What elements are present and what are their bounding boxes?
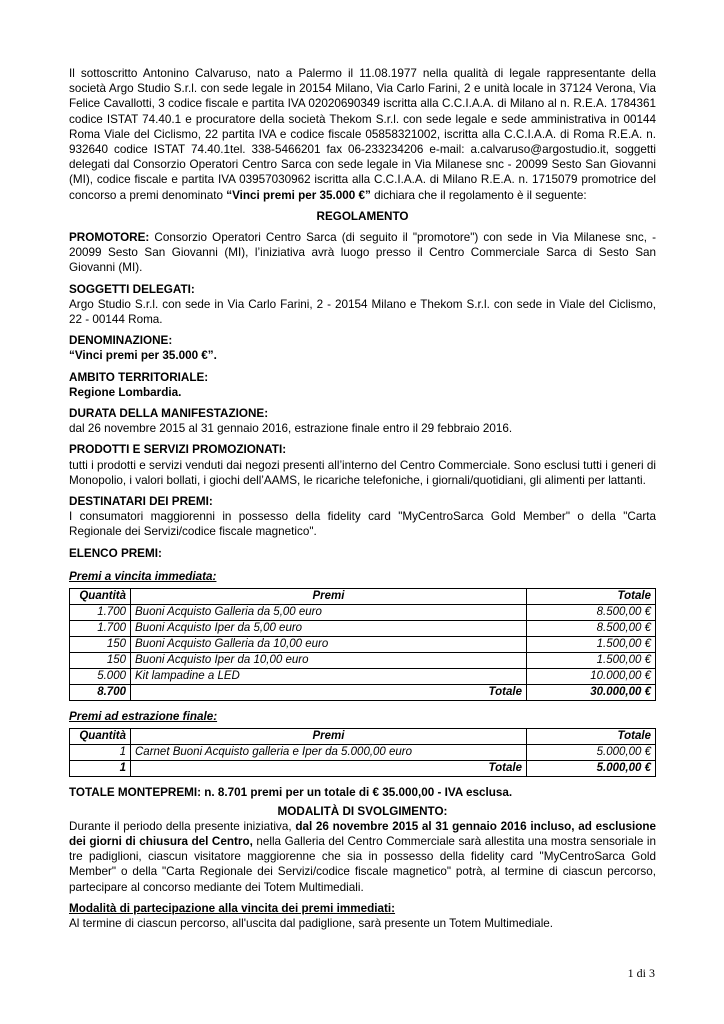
- col-header-totale: Totale: [527, 589, 656, 605]
- prodotti-text: tutti i prodotti e servizi venduti dai negozi presenti all’interno del Centro Commerciale. Sono esclusi tutti i generi di Monopolio, i valori bollati, i giochi dell’AAMS, le ricariche telefoniche, i giornali/quotidiani, gli alimenti per lattanti.: [69, 458, 656, 487]
- destinatari-label: DESTINATARI DEI PREMI:: [69, 495, 213, 509]
- elenco-premi-label: ELENCO PREMI:: [69, 546, 162, 560]
- document-page: [69, 66, 656, 931]
- contest-name: “Vinci premi per 35.000 €”: [226, 188, 371, 202]
- table-row: 1 Carnet Buoni Acquisto galleria e Iper da 5.000,00 euro 5.000,00 €: [70, 745, 656, 761]
- table-header-row: [70, 589, 656, 605]
- table-header-row: [70, 729, 656, 745]
- table-row: 5.000 Kit lampadine a LED 10.000,00 €: [70, 669, 656, 685]
- destinatari-text: I consumatori maggiorenni in possesso della fidelity card "MyCentroSarca Gold Member" o della "Carta Regionale dei Servizi/codice fiscale magnetico".: [69, 510, 656, 539]
- partecipazione-label: Modalità di partecipazione alla vincita dei premi immediati:: [69, 901, 396, 915]
- page-number: 1 di 3: [627, 966, 655, 980]
- soggetti-text: Argo Studio S.r.l. con sede in Via Carlo Farini, 2 - 20154 Milano e Thekom S.r.l. con sede in Viale del Ciclismo, 22 - 00144 Roma.: [69, 297, 656, 327]
- table-row: 1.700 Buoni Acquisto Galleria da 5,00 euro 8.500,00 €: [70, 605, 656, 621]
- modalita-title: MODALITÀ DI SVOLGIMENTO:: [277, 804, 448, 818]
- soggetti-label: SOGGETTI DELEGATI:: [69, 282, 195, 296]
- durata-label: DURATA DELLA MANIFESTAZIONE:: [69, 407, 269, 421]
- immediate-prizes-table: [69, 588, 656, 701]
- table-total-row: 8.700 Totale 30.000,00 €: [70, 685, 656, 701]
- denominazione-label: DENOMINAZIONE:: [69, 334, 173, 348]
- table1-caption: Premi a vincita immediata:: [69, 569, 217, 583]
- table-row: 150 Buoni Acquisto Iper da 10,00 euro 1.500,00 €: [70, 653, 656, 669]
- col-header-quantita: Quantità: [70, 589, 131, 605]
- final-draw-prizes-table: [69, 728, 656, 777]
- table-total-row: 1 Totale 5.000,00 €: [70, 761, 656, 777]
- totale-montepremi: TOTALE MONTEPREMI: n. 8.701 premi per un totale di € 35.000,00 - IVA esclusa.: [69, 786, 513, 800]
- table-row: 150 Buoni Acquisto Galleria da 10,00 euro 1.500,00 €: [70, 637, 656, 653]
- durata-text: dal 26 novembre 2015 al 31 gennaio 2016, estrazione finale entro il 29 febbraio 2016.: [69, 422, 513, 436]
- modalita-text: Durante il periodo della presente iniziativa, dal 26 novembre 2015 al 31 gennaio 2016 incluso, ad esclusione dei giorni di chiusura del Centro, nella Galleria del Centro Commerciale sarà allestita una mostra sensoriale in tre padiglioni, ciascun visitatore maggiorenne che sia in possesso della fidelity card "MyCentroSarca Gold Member" o della "Carta Regionale dei Servizi/codice fiscale magnetico" potrà, al termine di ciascun percorso, partecipare al concorso mediante dei Totem Multimediali.: [69, 819, 656, 894]
- col-header-premi: Premi: [131, 729, 527, 745]
- ambito-label: AMBITO TERRITORIALE:: [69, 370, 209, 384]
- prodotti-label: PRODOTTI E SERVIZI PROMOZIONATI:: [69, 443, 287, 457]
- table-row: 1.700 Buoni Acquisto Iper da 5,00 euro 8.500,00 €: [70, 621, 656, 637]
- denominazione-text: “Vinci premi per 35.000 €”.: [69, 349, 217, 363]
- col-header-totale: Totale: [527, 729, 656, 745]
- regolamento-title: REGOLAMENTO: [316, 209, 409, 223]
- partecipazione-text: Al termine di ciascun percorso, all'uscita dal padiglione, sarà presente un Totem Multimediale.: [69, 916, 554, 930]
- ambito-text: Regione Lombardia.: [69, 385, 182, 399]
- promotore-section: PROMOTORE: Consorzio Operatori Centro Sarca (di seguito il "promotore") con sede in Via Milanese snc, - 20099 Sesto San Giovanni (MI), l’iniziativa avrà luogo presso il Centro Commerciale Sarca di Sesto San Giovanni (MI).: [69, 231, 656, 275]
- promotore-label: PROMOTORE:: [69, 231, 150, 245]
- col-header-premi: Premi: [131, 589, 527, 605]
- col-header-quantita: Quantità: [70, 729, 131, 745]
- intro-paragraph: Il sottoscritto Antonino Calvaruso, nato a Palermo il 11.08.1977 nella qualità di legale rappresentante della società Argo Studio S.r.l. con sede legale in 20154 Milano, Via Carlo Farini, 2 e unità locale in 37124 Verona, Via Felice Cavallotti, 3 codice fiscale e partita IVA 02020690349 iscritta alla C.C.I.A.A. di Milano al n. R.E.A. 1784361 codice ISTAT 74.40.1 e procuratore della società Thekom S.r.l. con sede legale e sede amministrativa in 00144 Roma Viale del Ciclismo, 22 partita IVA e codice fiscale 05858321002, iscritta alla C.C.I.A.A. di Roma R.E.A. n. 932640 codice ISTAT 74.40.1tel. 338-5466201 fax 06-233234206 e-mail: a.calvaruso@argostudio.it, soggetti delegati dal Consorzio Operatori Centro Sarca con sede legale in Via Milanese snc - 20099 Sesto San Giovanni (MI), codice fiscale e partita IVA 03957030962 iscritta alla C.C.I.A.A. di Milano R.E.A. n. 1715079 promotrice del concorso a premi denominato “Vinci premi per 35.000 €” dichiara che il regolamento è il seguente:: [69, 67, 656, 202]
- table2-caption: Premi ad estrazione finale:: [69, 710, 218, 724]
